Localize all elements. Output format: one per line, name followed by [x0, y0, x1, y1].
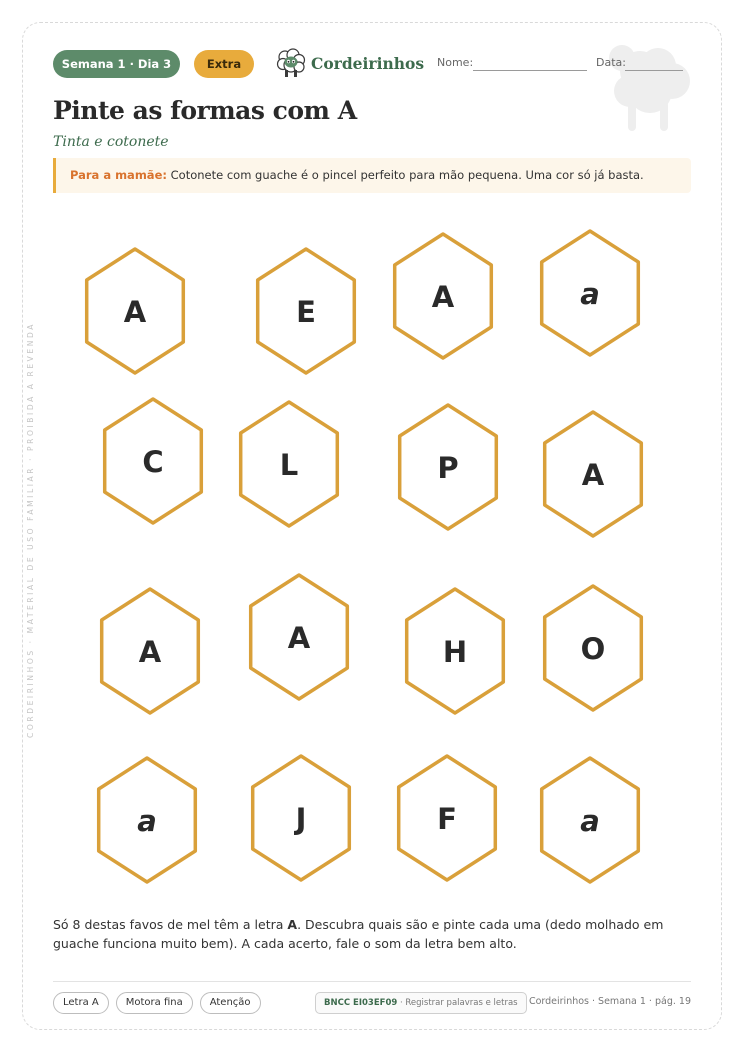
page-subtitle: Tinta e cotonete	[53, 134, 169, 150]
note-text: Cotonete com guache é o pincel perfeito para mão pequena. Uma cor só já basta.	[170, 168, 644, 182]
name-label: Nome:	[437, 56, 474, 69]
hexagon-letter: P	[437, 451, 459, 485]
side-watermark-text: CORDEIRINHOS · MATERIAL DE USO FAMILIAR · PROIBIDA A REVENDA	[26, 322, 35, 738]
hexagon-cell[interactable]	[241, 402, 338, 526]
hexagon-cell[interactable]	[545, 412, 642, 536]
instructions-part2: . Descubra quais são e pinte cada uma (dedo molhado em guache funciona muito bem). A cada acerto, fale o som da letra bem alto.	[53, 917, 664, 951]
hexagon-cell[interactable]	[251, 575, 348, 699]
hexagon-letter: C	[142, 445, 164, 479]
hexagon-letter: A	[287, 621, 311, 655]
brand-name: Cordeirinhos	[311, 53, 425, 73]
hexagon-cell[interactable]	[102, 589, 199, 713]
hexagon-cell[interactable]	[545, 586, 642, 710]
footer-divider	[53, 981, 691, 982]
page-title: Pinte as formas com A	[53, 96, 357, 125]
footer-page-info: Cordeirinhos · Semana 1 · pág. 19	[528, 996, 691, 1007]
hexagon-cell[interactable]	[258, 249, 355, 373]
hexagon-letter: L	[279, 448, 299, 482]
bncc-badge	[315, 992, 527, 1014]
instructions-part1: Só 8 destas favos de mel têm a letra	[53, 917, 288, 932]
bncc-code: BNCC EI03EF09	[324, 998, 398, 1008]
hexagon-cell[interactable]	[253, 756, 350, 880]
hexagon-cell[interactable]	[395, 234, 492, 358]
hexagon-cell[interactable]	[105, 399, 202, 523]
hexagon-letter: A	[138, 635, 162, 669]
tag-motora-fina: Motora fina	[116, 992, 193, 1014]
hexagon-cell[interactable]	[399, 756, 496, 880]
hexagon-letter: J	[295, 802, 307, 836]
footer-tags	[53, 992, 261, 1014]
week-badge: Semana 1 · Dia 3	[53, 50, 180, 78]
note-label: Para a mamãe:	[70, 168, 167, 182]
hexagon-letter: a	[580, 804, 600, 838]
tag-letra-a: Letra A	[53, 992, 109, 1014]
hexagon-cell[interactable]	[99, 758, 196, 882]
hexagon-letter: O	[580, 632, 606, 666]
hexagon-letter: A	[581, 458, 605, 492]
hexagon-cell[interactable]	[87, 249, 184, 373]
hexagon-letter: a	[580, 277, 600, 311]
hexagon-letter: H	[442, 635, 468, 669]
bncc-text: · Registrar palavras e letras	[399, 998, 518, 1008]
hexagon-cell[interactable]	[542, 758, 639, 882]
hexagon-letter: A	[431, 280, 455, 314]
hexagon-cell[interactable]	[407, 589, 504, 713]
hexagon-cell[interactable]	[542, 231, 639, 355]
date-label: Data:	[596, 56, 626, 69]
tag-atencao: Atenção	[200, 992, 261, 1014]
hexagon-cell[interactable]	[400, 405, 497, 529]
hexagon-letter: A	[123, 295, 147, 329]
hexagon-letter: E	[296, 295, 316, 329]
instructions	[53, 915, 693, 953]
instructions-letter: A	[287, 917, 298, 932]
extra-badge: Extra	[194, 50, 254, 78]
hexagon-letter: F	[437, 802, 457, 836]
hexagon-letter: a	[137, 804, 157, 838]
